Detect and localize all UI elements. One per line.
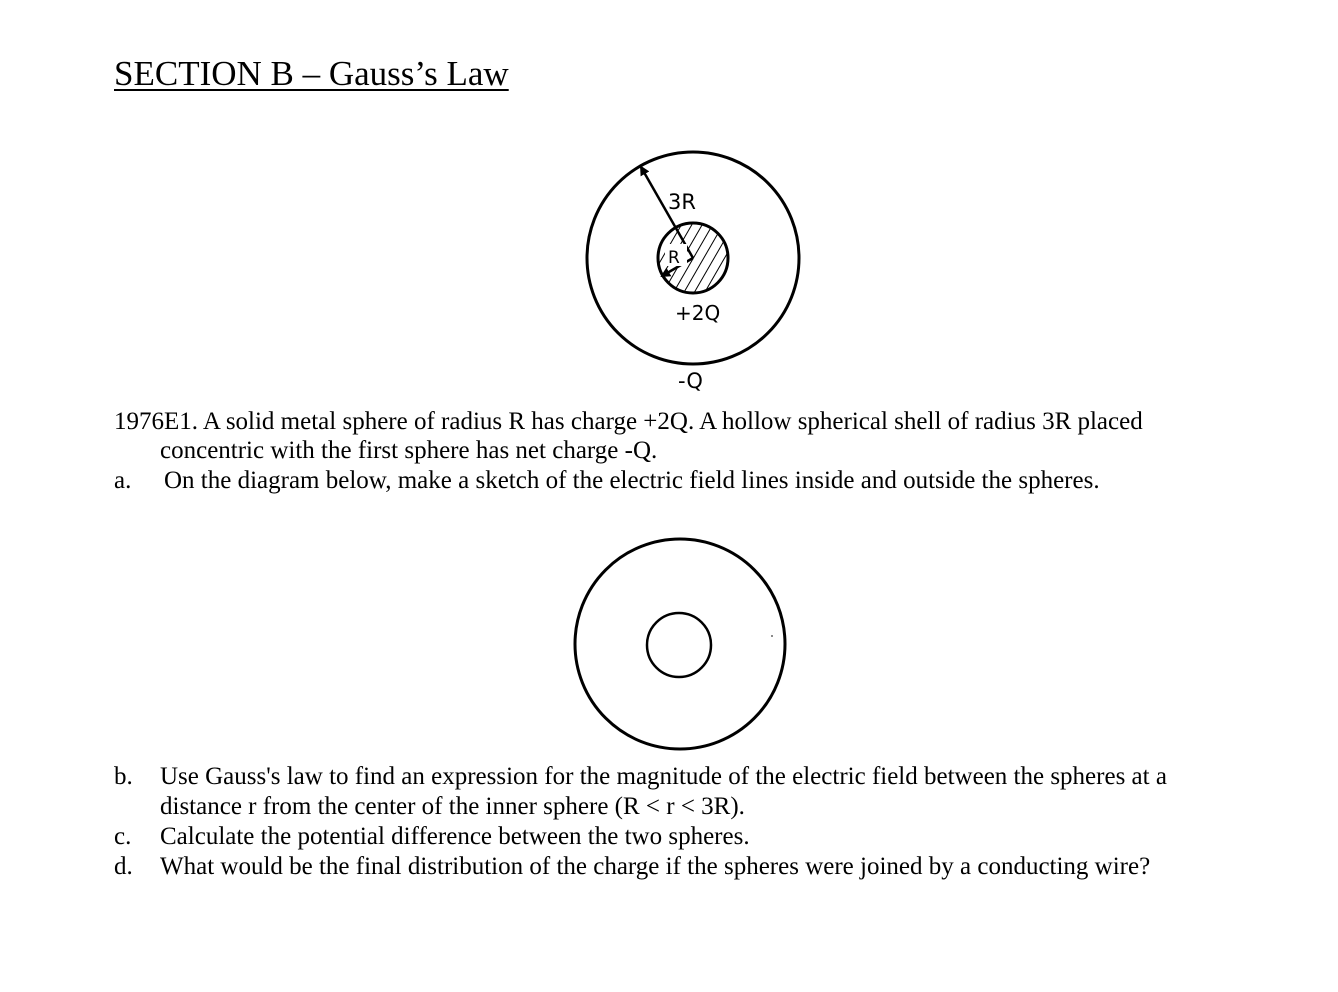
part-b-text-line2: distance r from the center of the inner sphere (R < r < 3R). [160,793,745,820]
inner-charge-label: +2Q [675,301,721,325]
part-d-label: d. [114,853,133,880]
sketch-inner-circle [647,613,711,677]
sketch-outer-circle [575,539,785,749]
outer-charge-label: -Q [678,369,703,393]
part-a-text: On the diagram below, make a sketch of the electric field lines inside and outside the spheres. [164,467,1100,494]
outer-radius-label: 3R [668,190,696,214]
inner-radius-label: R [668,248,680,268]
part-c-text: Calculate the potential difference between the two spheres. [160,823,750,850]
part-d-text: What would be the final distribution of the charge if the spheres were joined by a conducting wire? [160,853,1151,880]
problem-statement-line1: 1976E1. A solid metal sphere of radius R has charge +2Q. A hollow spherical shell of radius 3R placed [114,408,1143,435]
sketch-stray-dot [771,635,773,637]
problem-statement-line2: concentric with the first sphere has net charge -Q. [160,437,658,464]
part-c-label: c. [114,823,132,850]
part-b-label: b. [114,763,133,790]
section-title: SECTION B – Gauss’s Law [114,54,509,93]
part-a-label: a. [114,467,132,494]
part-b-text-line1: Use Gauss's law to find an expression for the magnitude of the electric field between the spheres at a [160,763,1167,790]
